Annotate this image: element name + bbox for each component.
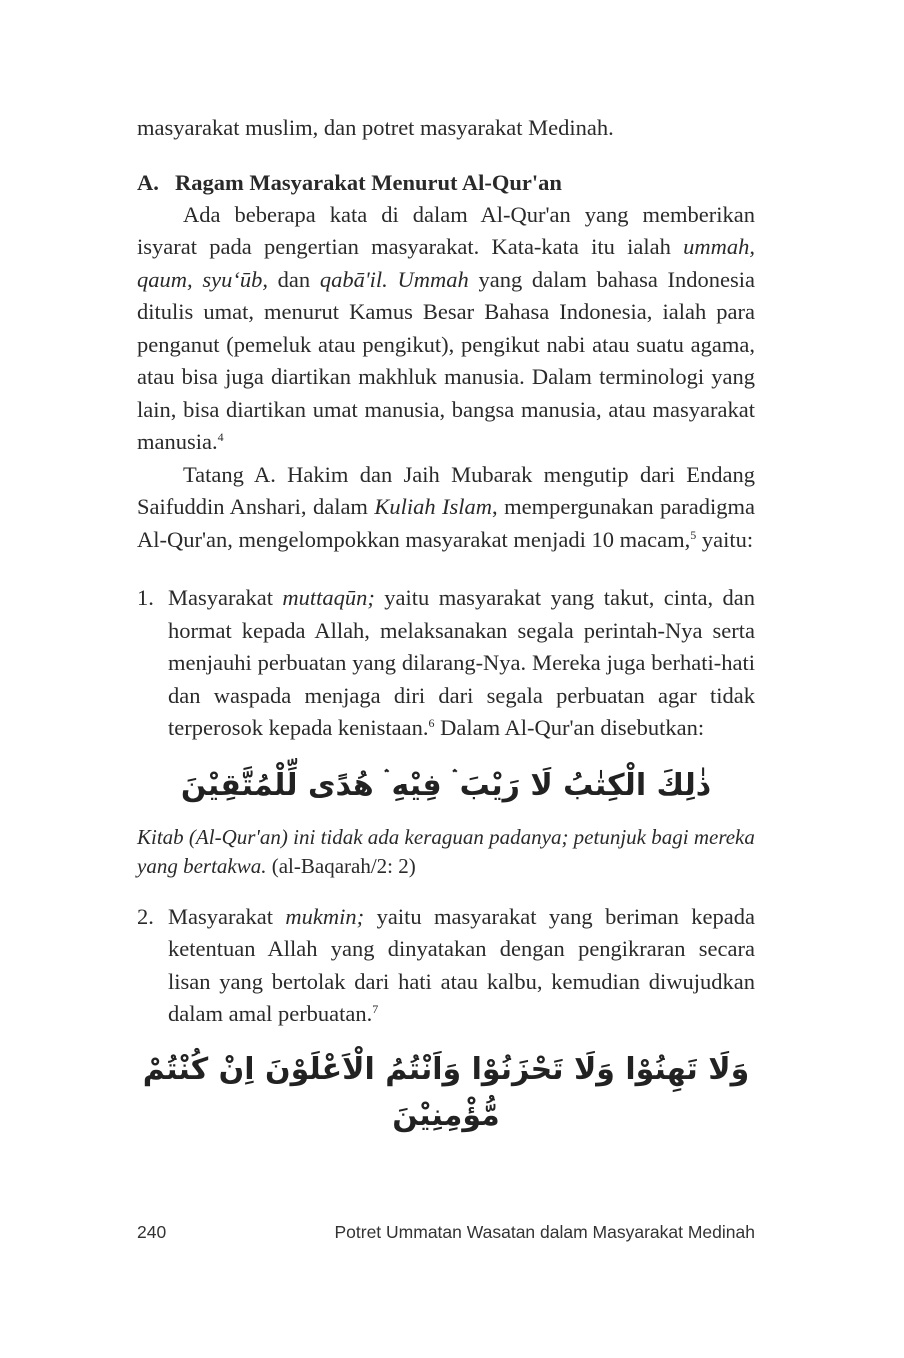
running-title: Potret Ummatan Wasatan dalam Masyarakat Medinah — [334, 1222, 755, 1242]
para1-text-3: yang dalam bahasa Indonesia ditulis umat, menurut Kamus Besar Bahasa Indonesia, ialah para penganut (pemeluk atau pengikut), pengikut nabi atau suatu agama, atau bisa juga diartikan makhluk manusia. Dalam terminologi yang lain, bisa diartikan umat manusia, bangsa manusia, atau masyarakat manusia. — [137, 266, 756, 454]
page-body — [137, 112, 755, 1139]
list-item-text — [168, 582, 755, 745]
society-list — [137, 582, 755, 745]
para1-text-1: Ada beberapa kata di dalam Al-Qur'an yang memberikan isyarat pada pengertian masyarakat. Kata-kata itu ialah — [137, 201, 755, 259]
item2-italic: mukmin; — [285, 903, 365, 929]
footnote-ref-5: 5 — [690, 527, 697, 542]
paragraph-1 — [137, 199, 755, 459]
para2-text-1: Tatang A. Hakim dan Jaih Mubarak mengutip dari Endang Saifuddin Anshari, dalam — [137, 461, 755, 519]
section-heading — [137, 167, 755, 199]
list-item-number: 1. — [137, 585, 154, 610]
list-item — [137, 582, 755, 745]
section-letter: A. — [137, 169, 159, 195]
para2-text-2: , mempergunakan paradigma Al-Qur'an, mengelompokkan masyarakat menjadi 10 macam, — [137, 494, 756, 552]
list-item — [137, 901, 755, 1031]
list-item-text — [168, 901, 755, 1031]
footnote-ref-4: 4 — [217, 430, 224, 444]
para1-italic-2: qabā'il. Ummah — [319, 266, 469, 292]
intro-line: masyarakat muslim, dan potret masyarakat Medinah. — [137, 115, 614, 140]
item1-text-1: Masyarakat — [168, 585, 283, 610]
para2-italic-1: Kuliah Islam — [374, 494, 493, 519]
footnote-ref-7: 7 — [372, 1002, 379, 1016]
section-title: Ragam Masyarakat Menurut Al-Qur'an — [175, 169, 562, 195]
page-number: 240 — [137, 1222, 167, 1242]
society-list-continued — [137, 901, 755, 1031]
item1-text-2: yaitu masyarakat yang takut, cinta, dan hormat kepada Allah, melaksanakan segala perintah-Nya serta menjauhi perbuatan yang dilarang-Nya. Mereka juga berhati-hati dan waspada menjaga diri dari segala perbuatan agar tidak terperosok kepada kenistaan. — [168, 585, 756, 740]
item2-text-2: yaitu masyarakat yang beriman kepada ketentuan Allah yang dinyatakan dengan pengikraran secara lisan yang bertolak dari hati atau kalbu, kemudian diwujudkan dalam amal perbuatan. — [168, 903, 755, 1026]
para1-italic-1: ummah, qaum, syu‘ūb, — [137, 234, 755, 292]
para2-text-3: yaitu: — [696, 526, 754, 552]
para1-text-2: dan — [267, 266, 320, 292]
page-footer — [137, 1222, 755, 1243]
list-item-number: 2. — [137, 903, 154, 929]
paragraph-2 — [137, 459, 755, 557]
footnote-ref-6: 6 — [428, 716, 435, 730]
item2-text-1: Masyarakat — [168, 903, 286, 929]
verse-1-translation — [137, 823, 755, 881]
item1-italic: muttaqūn; — [282, 585, 375, 610]
translation-text: Kitab (Al-Qur'an) ini tidak ada keraguan padanya; petunjuk bagi mereka yang bertakwa. — [137, 824, 755, 878]
arabic-verse-1: ذٰلِكَ الْكِتٰبُ لَا رَيْبَ ۛ فِيْهِ ۛ هُدًى لِّلْمُتَّقِيْنَ — [180, 767, 712, 803]
item1-text-3: Dalam Al-Qur'an disebutkan: — [434, 715, 705, 740]
verse-reference: (al-Baqarah/2: 2) — [266, 853, 416, 878]
arabic-verse-2: وَلَا تَهِنُوْا وَلَا تَحْزَنُوْا وَاَنْتُمُ الْاَعْلَوْنَ اِنْ كُنْتُمْ مُّؤْمِنِيْنَ — [142, 1051, 750, 1133]
